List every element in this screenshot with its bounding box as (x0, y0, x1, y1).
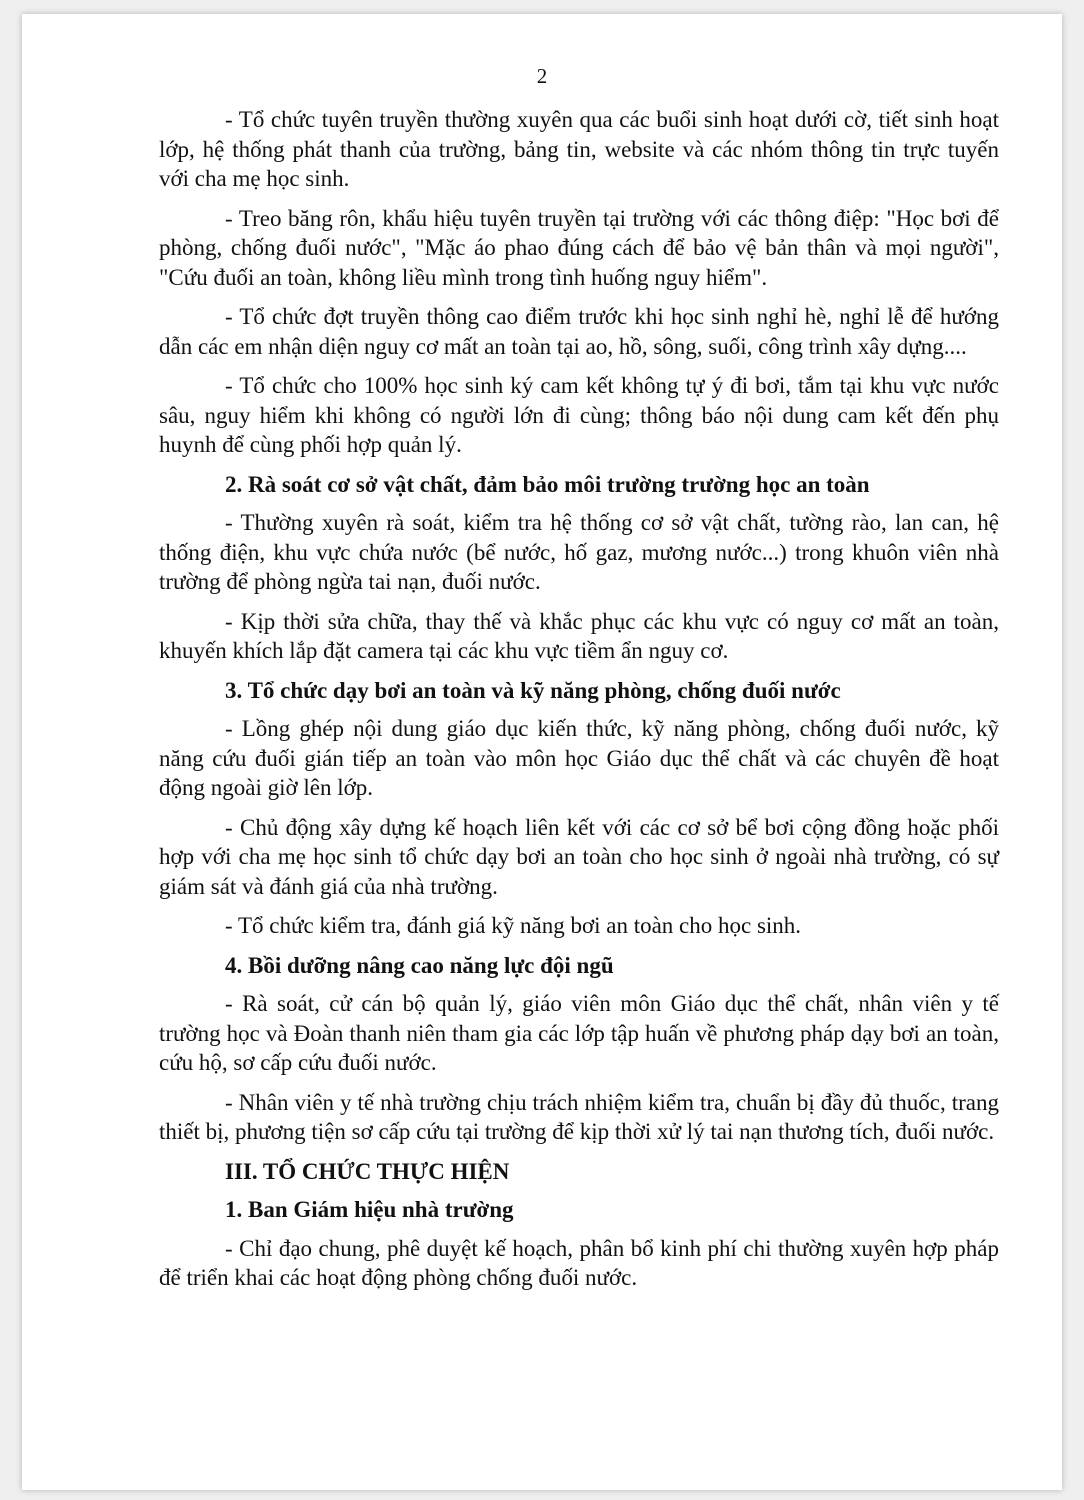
section-heading: 3. Tổ chức dạy bơi an toàn và kỹ năng phòng, chống đuối nước (225, 677, 841, 703)
paragraph: - Tổ chức đợt truyền thông cao điểm trước khi học sinh nghỉ hè, nghỉ lễ để hướng dẫn các em nhận diện nguy cơ mất an toàn tại ao, hồ, sông, suối, công trình xây dựng.... (159, 304, 999, 359)
paragraph: - Kịp thời sửa chữa, thay thế và khắc phục các khu vực có nguy cơ mất an toàn, khuyến khích lắp đặt camera tại các khu vực tiềm ẩn nguy cơ. (159, 608, 999, 663)
section-heading: 2. Rà soát cơ sở vật chất, đảm bảo môi trường trường học an toàn (225, 471, 870, 497)
section-heading: III. TỔ CHỨC THỰC HIỆN (225, 1158, 510, 1184)
document-page (22, 14, 1062, 1490)
paragraph: - Chỉ đạo chung, phê duyệt kế hoạch, phân bổ kinh phí chi thường xuyên hợp pháp để triển khai các hoạt động phòng chống đuối nước. (159, 1235, 999, 1290)
section-heading: 1. Ban Giám hiệu nhà trường (225, 1197, 514, 1222)
paragraph: - Tổ chức kiểm tra, đánh giá kỹ năng bơi an toàn cho học sinh. (225, 913, 802, 938)
document-body (159, 105, 999, 1303)
paragraph: - Nhân viên y tế nhà trường chịu trách nhiệm kiểm tra, chuẩn bị đầy đủ thuốc, trang thiết bị, phương tiện sơ cấp cứu tại trường để kịp thời xử lý tai nạn thương tích, đuối nước. (159, 1089, 999, 1144)
paragraph: - Tổ chức cho 100% học sinh ký cam kết không tự ý đi bơi, tắm tại khu vực nước sâu, nguy hiểm khi không có người lớn đi cùng; thông báo nội dung cam kết đến phụ huynh để cùng phối hợp quản lý. (159, 373, 999, 457)
paragraph: - Tổ chức tuyên truyền thường xuyên qua các buổi sinh hoạt dưới cờ, tiết sinh hoạt lớp, hệ thống phát thanh của trường, bảng tin, website và các nhóm thông tin trực tuyến với cha mẹ học sinh. (159, 107, 999, 191)
paragraph: - Treo băng rôn, khẩu hiệu tuyên truyền tại trường với các thông điệp: "Học bơi để phòng, chống đuối nước", "Mặc áo phao đúng cách để bảo vệ bản thân và mọi người", "Cứu đuối an toàn, không liều mình trong tình huống nguy hiểm". (159, 205, 999, 290)
paragraph: - Chủ động xây dựng kế hoạch liên kết với các cơ sở bể bơi cộng đồng hoặc phối hợp với cha mẹ học sinh tổ chức dạy bơi an toàn cho học sinh ở ngoài nhà trường, có sự giám sát và đánh giá của nhà trường. (159, 814, 999, 899)
paragraph: - Lồng ghép nội dung giáo dục kiến thức, kỹ năng phòng, chống đuối nước, kỹ năng cứu đuối gián tiếp an toàn vào môn học Giáo dục thể chất và các chuyên đề hoạt động ngoài giờ lên lớp. (159, 716, 999, 800)
paragraph: - Thường xuyên rà soát, kiểm tra hệ thống cơ sở vật chất, tường rào, lan can, hệ thống điện, khu vực chứa nước (bể nước, hố gaz, mương nước...) trong khuôn viên nhà trường để phòng ngừa tai nạn, đuối nước. (159, 510, 999, 594)
section-heading: 4. Bồi dưỡng nâng cao năng lực đội ngũ (225, 952, 614, 978)
paragraph: - Rà soát, cử cán bộ quản lý, giáo viên môn Giáo dục thể chất, nhân viên y tế trường học và Đoàn thanh niên tham gia các lớp tập huấn về phương pháp dạy bơi an toàn, cứu hộ, sơ cấp cứu đuối nước. (159, 991, 999, 1075)
page-number: 2 (536, 64, 548, 88)
